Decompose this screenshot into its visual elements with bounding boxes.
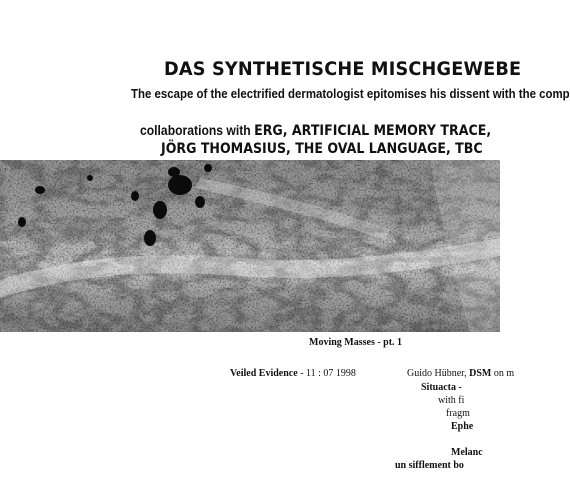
track-sifflement: un sifflement bo [395,460,464,471]
collaborations-prefix: collaborations with [140,123,251,138]
credit-guido-suffix: on m [491,368,515,379]
track-veiled-time: - 11 : 07 1998 [297,368,356,379]
album-tagline: The escape of the electrified dermatologist epitomises his dissent with the comp [131,86,570,101]
credit-guido-bold: DSM [469,368,492,379]
collaborators-list-2: JÖRG THOMASIUS, THE OVAL LANGUAGE, TBC [161,141,483,157]
track-veiled-evidence-line [230,368,356,379]
track-veiled-evidence: Veiled Evidence [230,368,298,379]
track-melanc: Melanc [451,447,483,458]
album-title: DAS SYNTHETISCHE MISCHGEWEBE [164,58,522,80]
collaborators-list-1: ERG, ARTIFICIAL MEMORY TRACE, [254,123,492,139]
credit-guido-line [407,368,514,379]
track-situacta: Situacta - [421,382,462,393]
collaborations-line-1 [140,123,491,139]
credit-fragm: fragm [446,408,470,419]
texture-fine-speckle [0,160,500,332]
grunge-texture-band [0,160,500,332]
credit-with-fi: with fi [438,395,465,406]
credit-guido-name: Guido Hübner, [407,368,470,379]
track-moving-masses: Moving Masses - pt. 1 [309,337,403,348]
track-ephe: Ephe [451,421,474,432]
